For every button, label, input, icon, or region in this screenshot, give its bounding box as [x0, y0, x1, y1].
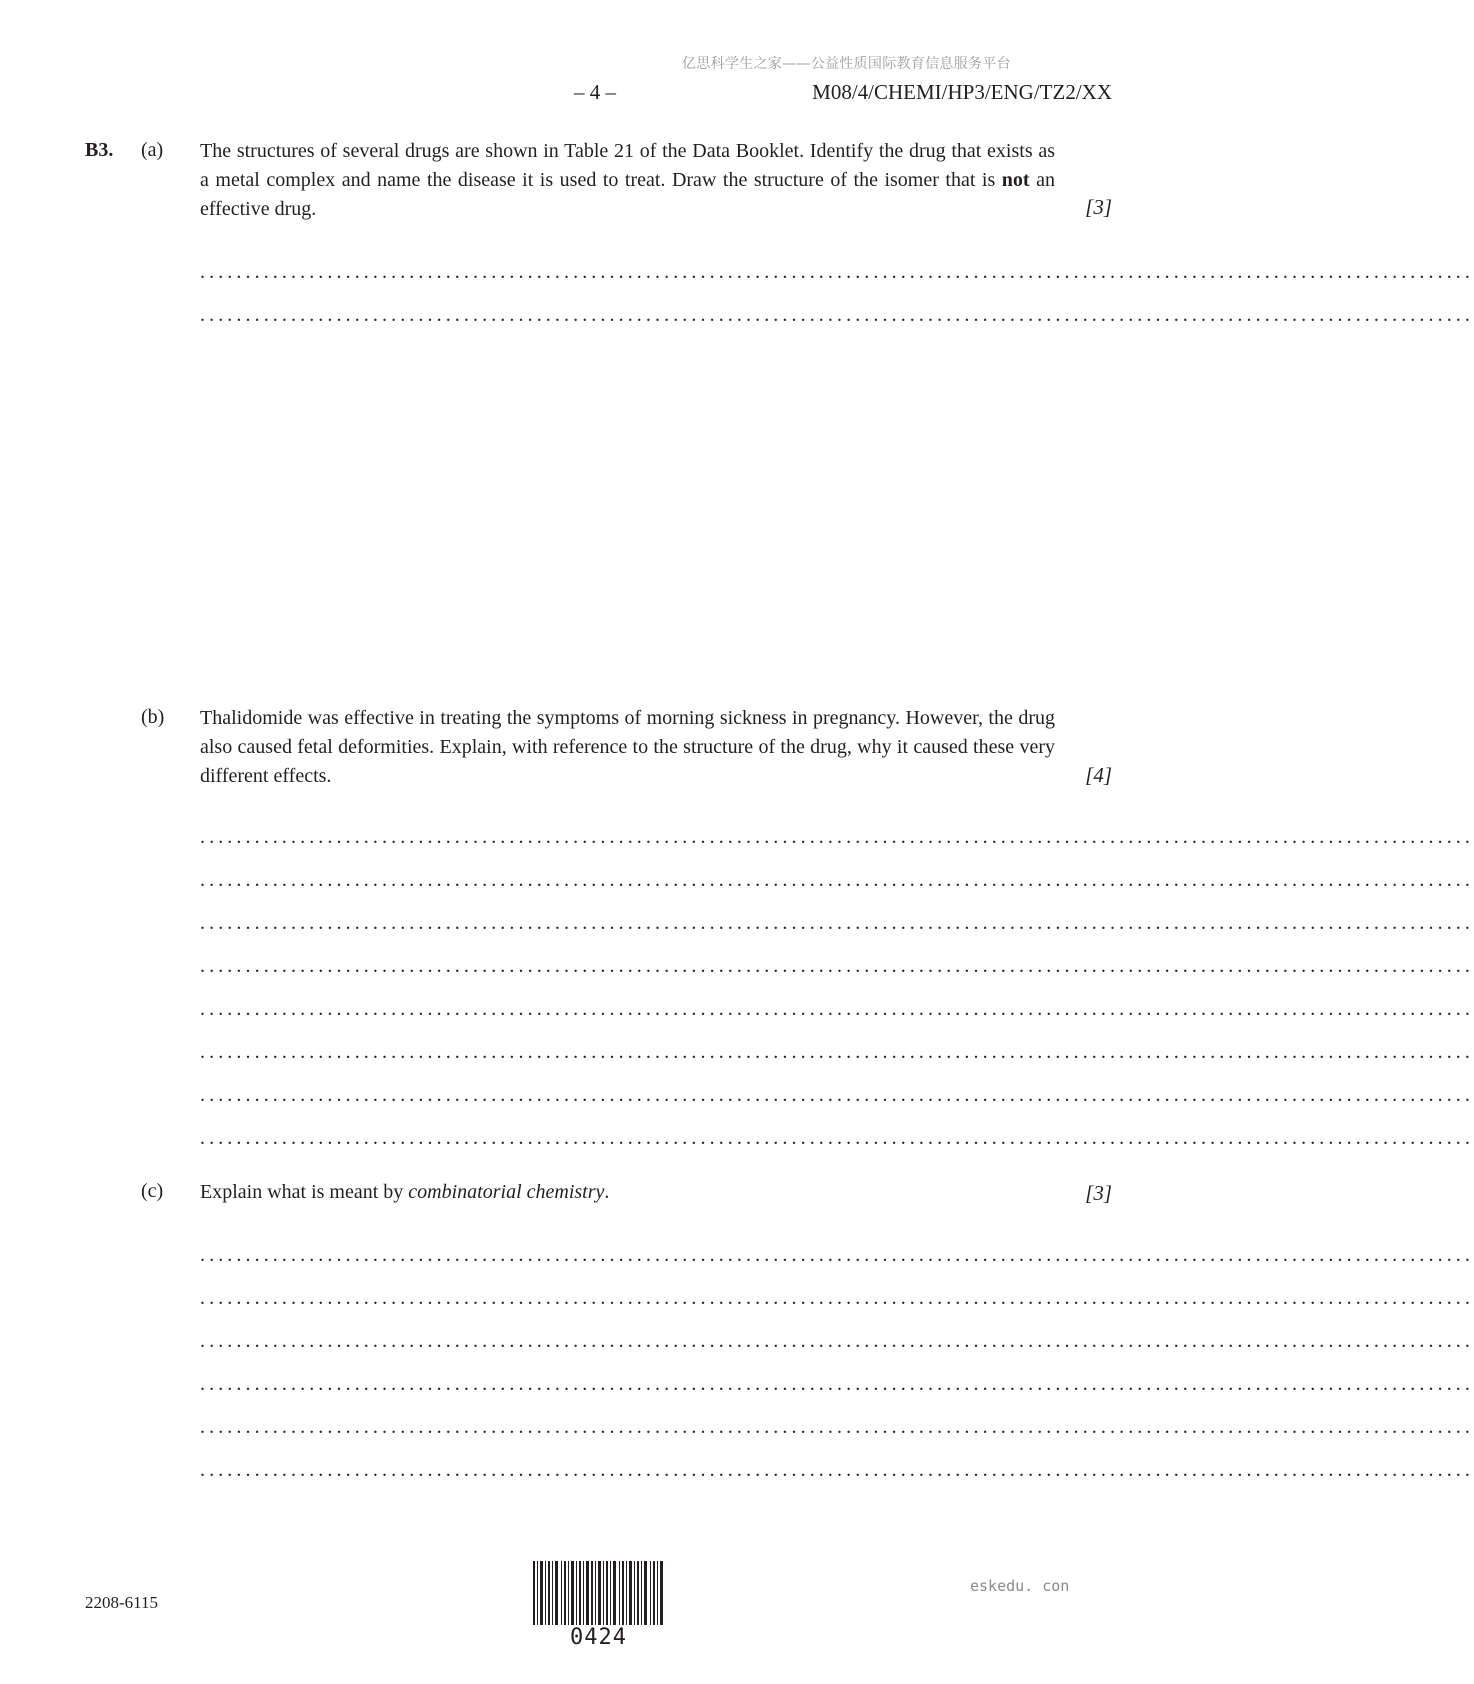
answer-line[interactable]: ............................................................................................................................................ [200, 1244, 1474, 1266]
part-b-text: Thalidomide was effective in treating the symptoms of morning sickness in pregnancy. However, the drug also caused fetal deformities. Explain, with reference to the structure of the drug, why it caused these very different effects. [200, 707, 1055, 787]
answer-line[interactable]: ............................................................................................................................................ [200, 1127, 1474, 1149]
answer-line[interactable]: ............................................................................................................................................ [200, 1373, 1474, 1395]
watermark-text: 亿思科学生之家——公益性质国际教育信息服务平台 [682, 56, 1011, 72]
part-c-label: (c) [141, 1180, 164, 1202]
question-number: B3. [85, 139, 114, 161]
answer-line[interactable]: ............................................................................................................................................ [200, 955, 1474, 977]
answer-line[interactable]: ............................................................................................................................................ [200, 826, 1474, 848]
answer-line[interactable]: ............................................................................................................................................ [200, 869, 1474, 891]
site-watermark: eskedu. con [970, 1577, 1070, 1595]
answer-line[interactable]: ............................................................................................................................................ [200, 1416, 1474, 1438]
part-a-text: The structures of several drugs are shown in Table 21 of the Data Booklet. Identify the drug that exists as a metal complex and name the disease it is used to treat. Draw the structure of the isomer that is not an effective drug. [200, 140, 1055, 220]
barcode-number: 0424 [570, 1625, 627, 1650]
page-number: – 4 – [574, 80, 616, 104]
answer-line[interactable]: ............................................................................................................................................ [200, 1084, 1474, 1106]
paper-code: M08/4/CHEMI/HP3/ENG/TZ2/XX [812, 80, 1112, 104]
answer-line[interactable]: ............................................................................................................................................ [200, 304, 1474, 326]
answer-line[interactable]: ............................................................................................................................................ [200, 1041, 1474, 1063]
answer-line[interactable]: ............................................................................................................................................ [200, 261, 1474, 283]
barcode-graphic [533, 1561, 665, 1625]
part-c-text: Explain what is meant by combinatorial chemistry. [200, 1181, 610, 1203]
part-a-bold-word: not [1001, 169, 1030, 191]
answer-line[interactable]: ............................................................................................................................................ [200, 1459, 1474, 1481]
answer-line[interactable]: ............................................................................................................................................ [200, 1287, 1474, 1309]
exam-code: 2208-6115 [85, 1593, 159, 1612]
part-c-marks: [3] [1085, 1181, 1112, 1205]
part-b-label: (b) [141, 706, 165, 728]
part-a-label: (a) [141, 139, 164, 161]
answer-line[interactable]: ............................................................................................................................................ [200, 998, 1474, 1020]
drawing-space[interactable] [200, 340, 1055, 680]
part-b-marks: [4] [1085, 763, 1112, 787]
part-c-italic-term: combinatorial chemistry [408, 1181, 605, 1203]
answer-line[interactable]: ............................................................................................................................................ [200, 1330, 1474, 1352]
answer-line[interactable]: ............................................................................................................................................ [200, 912, 1474, 934]
part-a-marks: [3] [1085, 195, 1112, 219]
